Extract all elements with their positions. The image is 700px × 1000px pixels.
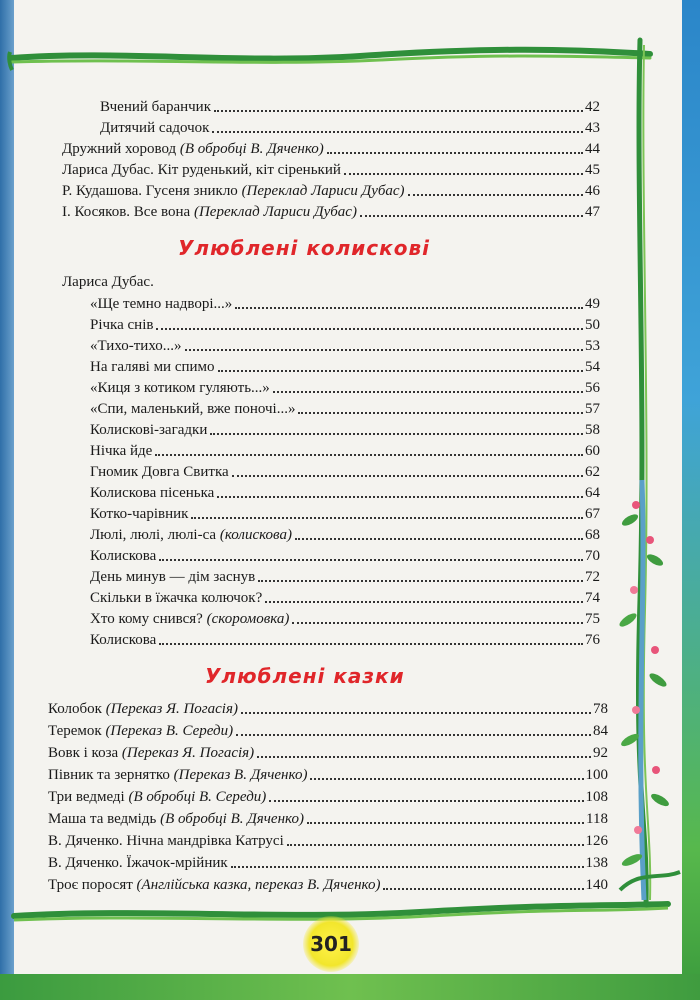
toc-entry[interactable] [90, 501, 600, 523]
entry-title: Річка снів [90, 317, 154, 333]
toc-entry[interactable] [48, 740, 608, 762]
toc-entry[interactable] [62, 178, 600, 200]
entry-title [48, 810, 304, 828]
entry-title [48, 722, 233, 740]
entry-title: Скільки в їжачка колючок? [90, 590, 263, 606]
entry-title: «Тихо-тихо...» [90, 338, 182, 354]
dot-leader [155, 454, 583, 456]
toc-entry[interactable] [90, 333, 600, 355]
section-heading-fairy-tales: Улюблені казки [205, 664, 405, 688]
dot-leader [265, 601, 583, 603]
entry-note: (Переказ Я. Погасія) [105, 701, 238, 717]
entry-title: Гномик Довга Свитка [90, 464, 229, 480]
toc-entry[interactable] [90, 585, 600, 607]
dot-leader [214, 110, 583, 112]
entry-page: 54 [585, 359, 600, 375]
toc-entry[interactable] [100, 115, 600, 137]
toc-entry[interactable] [90, 543, 600, 565]
entry-title: Колискові-загадки [90, 422, 208, 438]
entry-title [48, 700, 238, 718]
entry-page: 64 [585, 485, 600, 501]
entry-text: Маша та ведмідь [48, 811, 161, 827]
entry-title: Котко-чарівник [90, 506, 189, 522]
toc-entry[interactable] [62, 157, 600, 179]
entry-page: 46 [585, 183, 600, 199]
toc-entry[interactable] [48, 696, 608, 718]
toc-entry[interactable] [90, 291, 600, 313]
entry-title: Вчений баранчик [100, 99, 211, 115]
entry-page: 45 [585, 162, 600, 178]
entry-title: В. Дяченко. Нічна мандрівка Катрусі [48, 833, 284, 849]
entry-title [90, 526, 292, 544]
entry-text: І. Косяков. Все вона [62, 204, 194, 220]
entry-page: 44 [585, 141, 600, 157]
dot-leader [156, 328, 583, 330]
section-heading-lullabies: Улюблені колискові [178, 236, 430, 260]
entry-title: Дитячий садочок [100, 120, 210, 136]
entry-note: (В обробці В. Дяченко) [179, 141, 324, 157]
toc-entry[interactable] [48, 828, 608, 850]
entry-text: Люлі, люлі, люлі-са [90, 527, 220, 543]
entry-text: Три ведмеді [48, 789, 129, 805]
dot-leader [307, 822, 584, 824]
entry-text: Дружний хоровод [62, 141, 180, 157]
toc-entry[interactable] [62, 199, 600, 221]
entry-title: День минув — дім заснув [90, 569, 256, 585]
entry-title [48, 788, 266, 806]
entry-page: 67 [585, 506, 600, 522]
dot-leader [310, 778, 583, 780]
entry-title [62, 140, 324, 158]
entry-page: 60 [585, 443, 600, 459]
entry-title [48, 876, 380, 894]
entry-note: (Англійська казка, переказ В. Дяченко) [136, 877, 381, 893]
entry-text: Троє поросят [48, 877, 137, 893]
dot-leader [210, 433, 583, 435]
entry-page: 50 [585, 317, 600, 333]
dot-leader [258, 580, 583, 582]
toc-entry[interactable] [90, 564, 600, 586]
entry-title: Нічка йде [90, 443, 153, 459]
entry-text: Півник та зернятко [48, 767, 174, 783]
entry-title: Колискова пісенька [90, 485, 215, 501]
entry-text: Р. Кудашова. Гусеня зникло [62, 183, 242, 199]
dot-leader [383, 888, 583, 890]
entry-title: На галяві ми спимо [90, 359, 215, 375]
toc-entry[interactable] [90, 606, 600, 628]
entry-page: 126 [585, 833, 608, 849]
entry-title [90, 610, 289, 628]
entry-text: Колобок [48, 701, 106, 717]
toc-entry[interactable] [90, 522, 600, 544]
entry-note: (Переклад Лариси Дубас) [193, 204, 357, 220]
entry-page: 84 [593, 723, 608, 739]
toc-entry[interactable] [62, 136, 600, 158]
dot-leader [218, 370, 583, 372]
entry-page: 43 [585, 120, 600, 136]
dot-leader [327, 152, 583, 154]
toc-entry[interactable] [48, 872, 608, 894]
dot-leader [241, 712, 591, 714]
entry-title: Лариса Дубас. Кіт руденький, кіт сіренький [62, 162, 341, 178]
entry-page: 78 [593, 701, 608, 717]
toc-entry[interactable] [100, 94, 600, 116]
entry-page: 100 [585, 767, 608, 783]
toc-entry[interactable] [48, 806, 608, 828]
entry-page: 75 [585, 611, 600, 627]
section-author: Лариса Дубас. [62, 274, 154, 290]
entry-title [48, 766, 307, 784]
entry-note: (Переказ В. Середи) [105, 723, 234, 739]
entry-note: (В обробці В. Середи) [128, 789, 267, 805]
entry-page: 58 [585, 422, 600, 438]
dot-leader [232, 475, 583, 477]
entry-page: 92 [593, 745, 608, 761]
toc-entry[interactable] [48, 784, 608, 806]
dot-leader [191, 517, 583, 519]
toc-entry[interactable] [48, 718, 608, 740]
entry-title: Колискова [90, 632, 157, 648]
dot-leader [217, 496, 583, 498]
entry-note: (скоромовка) [206, 611, 290, 627]
entry-title [62, 182, 405, 200]
entry-title: «Киця з котиком гуляють...» [90, 380, 270, 396]
entry-page: 42 [585, 99, 600, 115]
dot-leader [273, 391, 583, 393]
entry-page: 53 [585, 338, 600, 354]
page-number-badge: 301 [303, 916, 359, 972]
entry-note: (Переказ Я. Погасія) [121, 745, 255, 761]
entry-note: (колискова) [219, 527, 292, 543]
entry-page: 57 [585, 401, 600, 417]
dot-leader [269, 800, 583, 802]
dot-leader [159, 559, 583, 561]
toc-entry[interactable] [90, 627, 600, 649]
toc-entry[interactable] [90, 375, 600, 397]
entry-page: 68 [585, 527, 600, 543]
toc-entry[interactable] [90, 396, 600, 418]
dot-leader [235, 307, 583, 309]
entry-title [62, 203, 357, 221]
dot-leader [287, 844, 584, 846]
dot-leader [185, 349, 583, 351]
entry-page: 70 [585, 548, 600, 564]
toc-entry[interactable] [90, 354, 600, 376]
entry-page: 74 [585, 590, 600, 606]
toc-entry[interactable] [90, 312, 600, 334]
entry-text: Вовк і коза [48, 745, 122, 761]
toc-entry[interactable] [48, 850, 608, 872]
entry-page: 108 [585, 789, 608, 805]
entry-page: 47 [585, 204, 600, 220]
entry-page: 62 [585, 464, 600, 480]
entry-page: 118 [586, 811, 608, 827]
entry-text: Хто кому снився? [90, 611, 207, 627]
entry-note: (В обробці В. Дяченко) [160, 811, 304, 827]
toc-entry[interactable] [90, 459, 600, 481]
dot-leader [344, 173, 583, 175]
toc-entry[interactable] [90, 417, 600, 439]
dot-leader [408, 194, 583, 196]
entry-note: (Переклад Лариси Дубас) [241, 183, 405, 199]
entry-title: В. Дяченко. Їжачок-мрійник [48, 855, 228, 871]
dot-leader [295, 538, 583, 540]
entry-page: 76 [585, 632, 600, 648]
toc-entry[interactable] [90, 438, 600, 460]
entry-title: «Спи, маленький, вже поночі...» [90, 401, 296, 417]
dot-leader [212, 131, 583, 133]
entry-note: (Переказ В. Дяченко) [173, 767, 308, 783]
entry-page: 140 [585, 877, 608, 893]
entry-title: «Ще темно надворі...» [90, 296, 233, 312]
toc-entry[interactable] [48, 762, 608, 784]
dot-leader [292, 622, 583, 624]
dot-leader [257, 756, 591, 758]
entry-page: 138 [585, 855, 608, 871]
dot-leader [236, 734, 591, 736]
entry-title [48, 744, 254, 762]
entry-title: Колискова [90, 548, 157, 564]
dot-leader [298, 412, 583, 414]
entry-page: 49 [585, 296, 600, 312]
entry-text: Теремок [48, 723, 106, 739]
entry-page: 56 [585, 380, 600, 396]
dot-leader [360, 215, 583, 217]
entry-page: 72 [585, 569, 600, 585]
toc-entry[interactable] [90, 480, 600, 502]
dot-leader [231, 866, 584, 868]
dot-leader [159, 643, 583, 645]
